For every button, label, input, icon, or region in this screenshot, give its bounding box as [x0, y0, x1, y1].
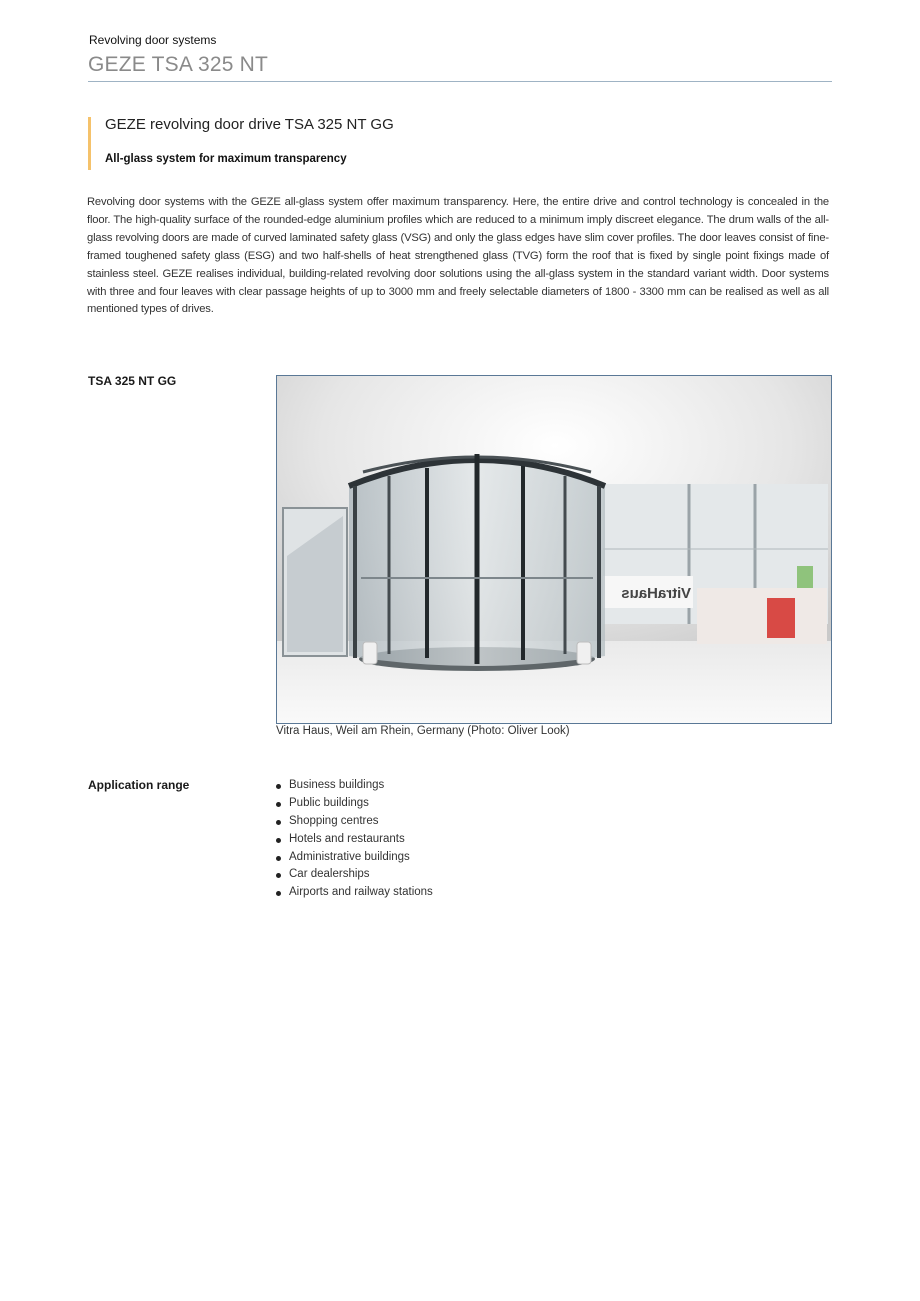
list-item: Public buildings: [276, 795, 433, 813]
list-item: Airports and railway stations: [276, 884, 433, 902]
bullet-icon: [276, 784, 281, 789]
product-heading: GEZE revolving door drive TSA 325 NT GG: [105, 116, 394, 133]
title-divider: [88, 81, 832, 82]
sign-text: VitraHaus: [621, 585, 691, 602]
description-paragraph: Revolving door systems with the GEZE all-glass system offer maximum transparency. Here, the entire drive and control technology is concealed in the floor. The high-quality surface of the rounded-edge aluminium profiles which are reduced to a minimum imply discreet elegance. The drum walls of the all-glass revolving doors are made of curved laminated safety glass (VSG) and only the glass edges have slim cover profiles. The door leaves consist of fine-framed toughened safety glass (ESG) and two half-shells of heat strengthened glass (TVG) form the roof that is fixed by single point fixings made of stainless steel. GEZE realises individual, building-related revolving door solutions using the all-glass system in the standard variant width. Door systems with three and four leaves with clear passage heights of up to 3000 mm and freely selectable diameters of 1800 - 3300 mm can be realised as well as all mentioned types of drives.: [87, 196, 829, 316]
bullet-icon: [276, 873, 281, 878]
bullet-icon: [276, 891, 281, 896]
list-item: Car dealerships: [276, 866, 433, 884]
photo-caption: Vitra Haus, Weil am Rhein, Germany (Photo: Oliver Look): [276, 725, 570, 737]
list-item: Business buildings: [276, 777, 433, 795]
bullet-icon: [276, 856, 281, 861]
bullet-icon: [276, 820, 281, 825]
revolving-door-photo: [276, 375, 832, 724]
application-range-label: Application range: [88, 778, 190, 792]
figure-label: TSA 325 NT GG: [88, 374, 177, 388]
bullet-icon: [276, 802, 281, 807]
list-item: Administrative buildings: [276, 849, 433, 867]
list-item: Shopping centres: [276, 813, 433, 831]
bullet-icon: [276, 838, 281, 843]
list-item: Hotels and restaurants: [276, 831, 433, 849]
application-range-list: [276, 777, 433, 902]
accent-bar: [88, 117, 91, 170]
page-title: GEZE TSA 325 NT: [88, 53, 269, 76]
product-tagline: All-glass system for maximum transparency: [105, 153, 347, 165]
section-label: Revolving door systems: [89, 33, 217, 47]
